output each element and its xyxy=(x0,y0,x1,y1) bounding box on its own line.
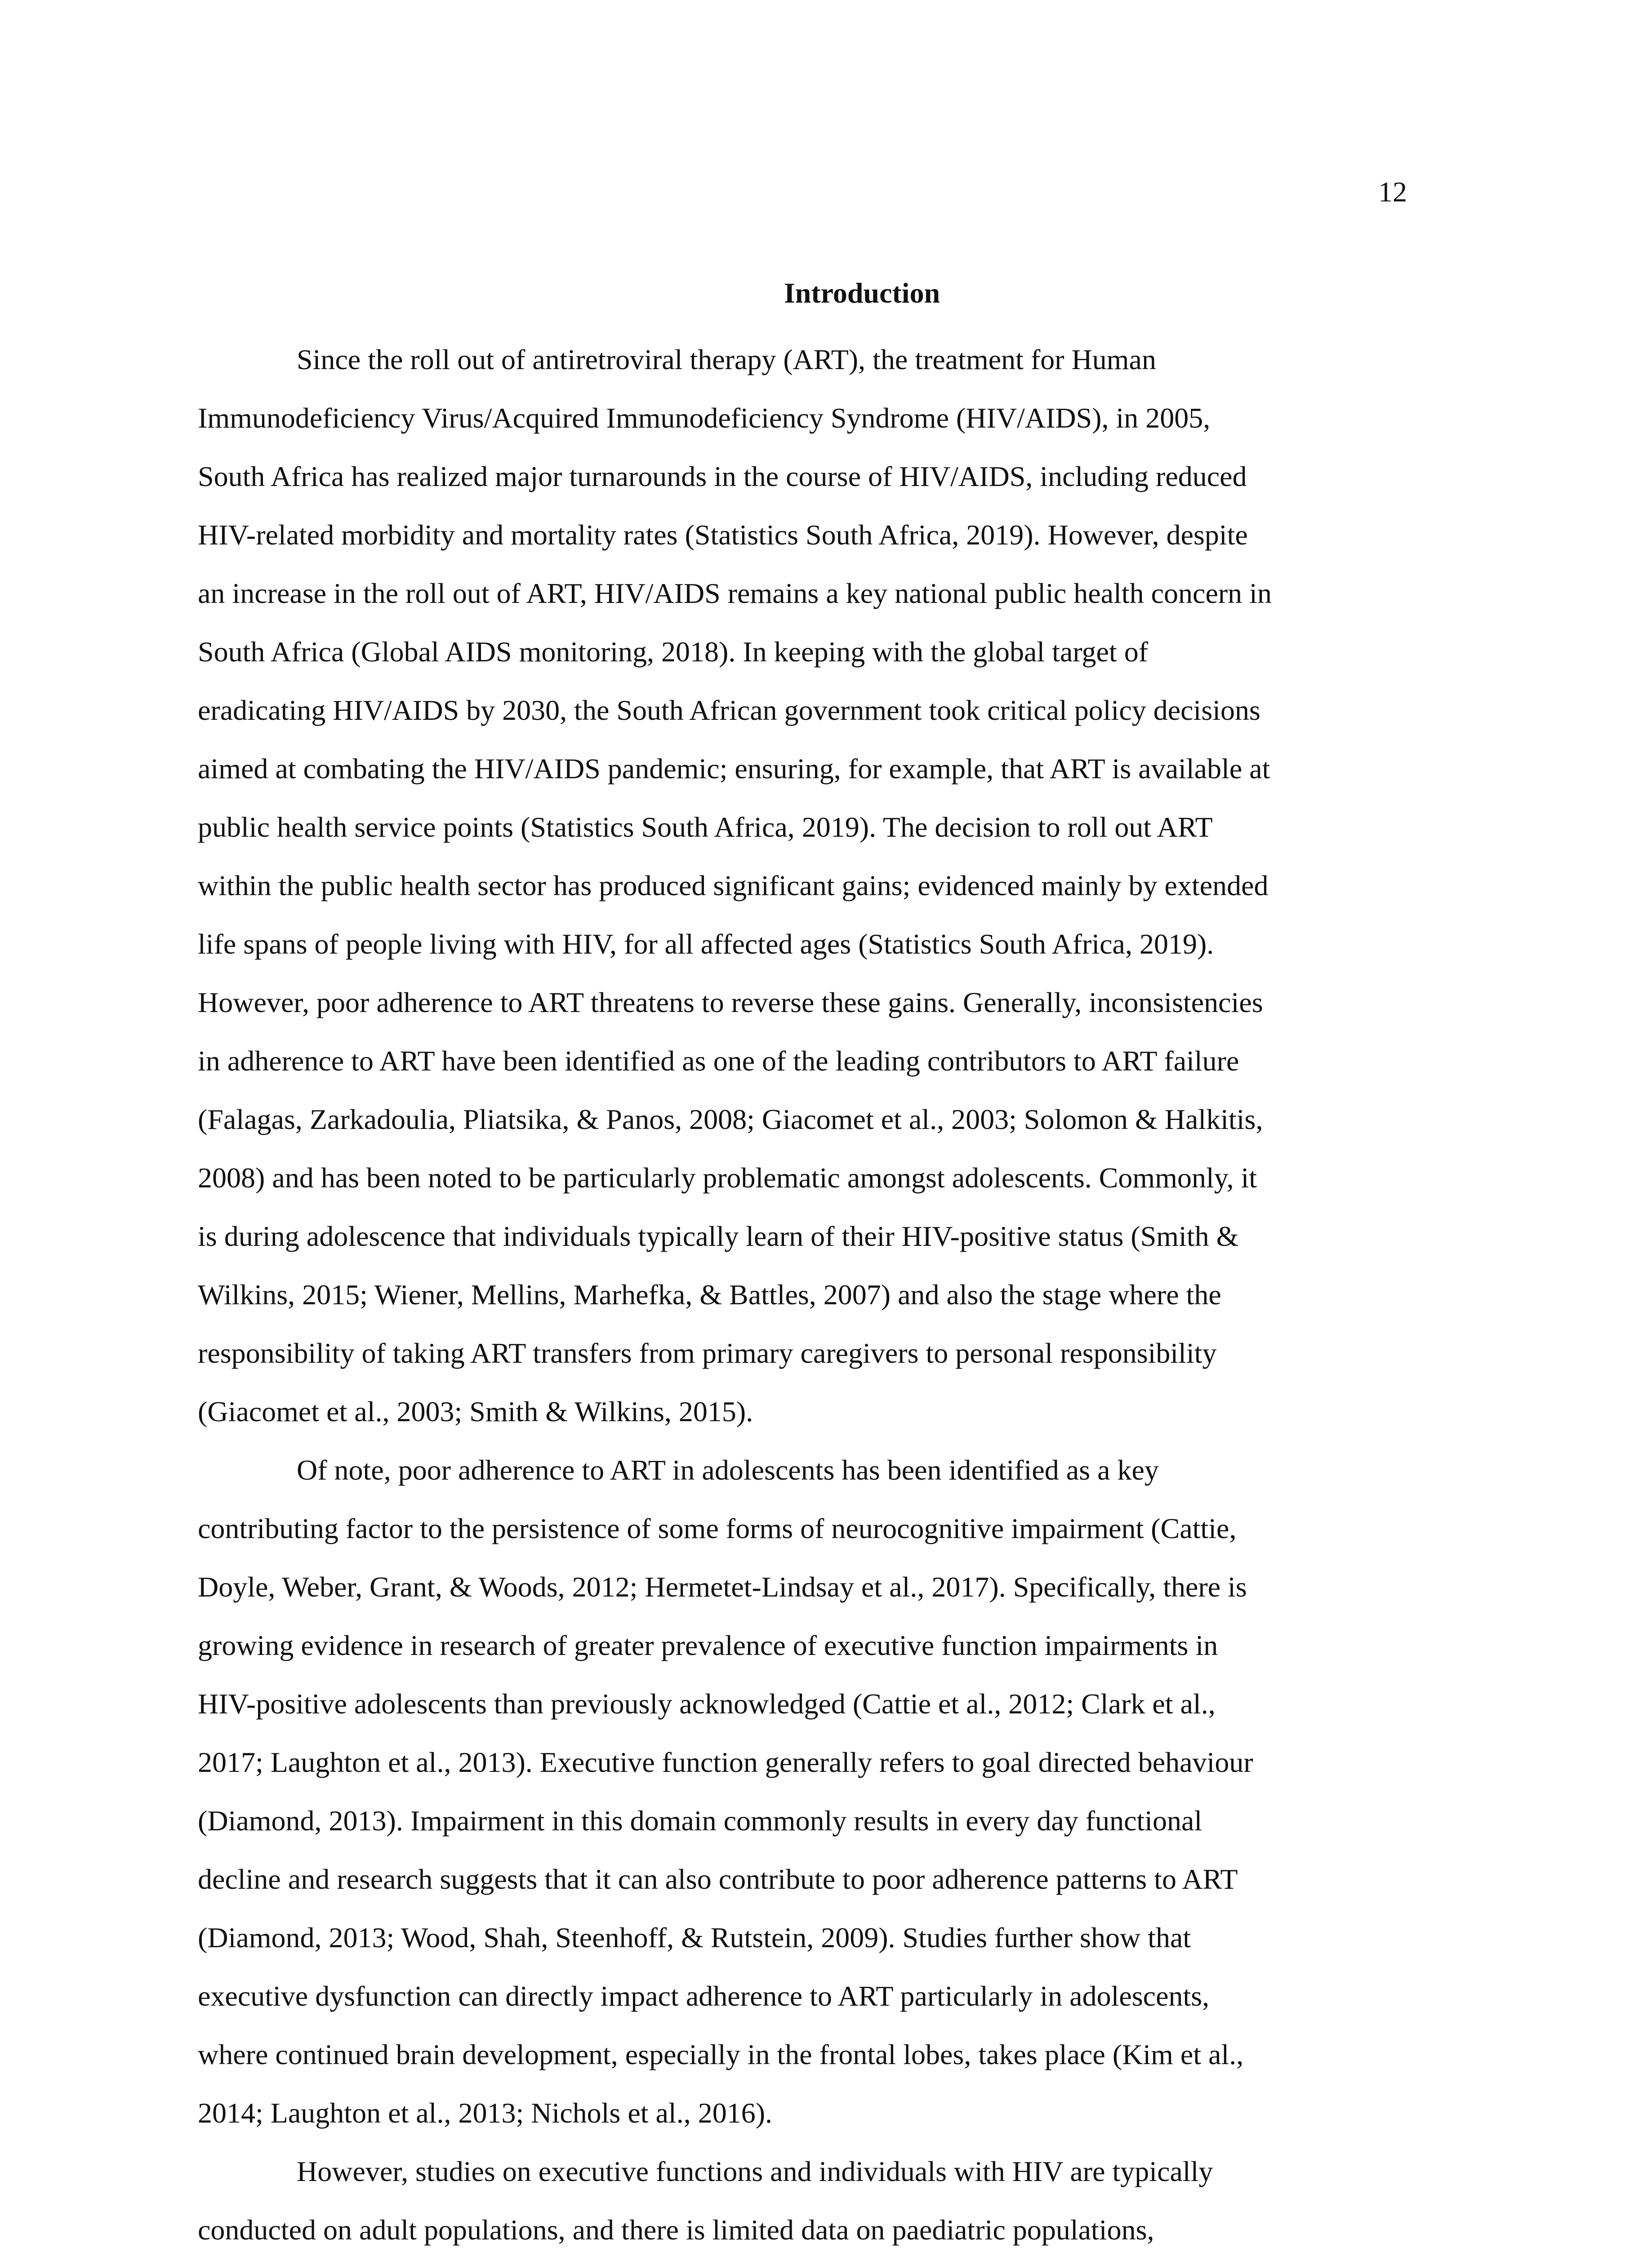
text-line: Wilkins, 2015; Wiener, Mellins, Marhefka, & Battles, 2007) and also the stage where the xyxy=(198,1279,1221,1311)
text-line: (Falagas, Zarkadoulia, Pliatsika, & Panos, 2008; Giacomet et al., 2003; Solomon & Halkitis, xyxy=(198,1103,1263,1135)
text-line: an increase in the roll out of ART, HIV/AIDS remains a key national public health concern in xyxy=(198,577,1272,609)
paragraph xyxy=(198,2142,1456,2248)
text-line: 2014; Laughton et al., 2013; Nichols et al., 2016). xyxy=(198,2097,772,2129)
text-line: aimed at combating the HIV/AIDS pandemic; ensuring, for example, that ART is available at xyxy=(198,753,1270,785)
page-number: 12 xyxy=(1378,176,1407,208)
text-line: growing evidence in research of greater prevalence of executive function impairments in xyxy=(198,1629,1218,1661)
text-line: eradicating HIV/AIDS by 2030, the South African government took critical policy decisions xyxy=(198,694,1260,726)
text-line: Doyle, Weber, Grant, & Woods, 2012; Hermetet-Lindsay et al., 2017). Specifically, there is xyxy=(198,1571,1247,1603)
text-line: (Diamond, 2013; Wood, Shah, Steenhoff, & Rutstein, 2009). Studies further show that xyxy=(198,1922,1191,1954)
text-line: However, studies on executive functions and individuals with HIV are typically xyxy=(297,2155,1213,2187)
text-line: decline and research suggests that it can also contribute to poor adherence patterns to ART xyxy=(198,1863,1238,1895)
text-line: executive dysfunction can directly impact adherence to ART particularly in adolescents, xyxy=(198,1980,1210,2012)
text-line: 2008) and has been noted to be particularly problematic amongst adolescents. Commonly, it xyxy=(198,1162,1257,1194)
text-line: contributing factor to the persistence of some forms of neurocognitive impairment (Cattie, xyxy=(198,1512,1237,1544)
text-line: life spans of people living with HIV, for all affected ages (Statistics South Africa, 2019). xyxy=(198,928,1214,960)
text-line: public health service points (Statistics South Africa, 2019). The decision to roll out ART xyxy=(198,811,1213,843)
text-line: (Giacomet et al., 2003; Smith & Wilkins, 2015). xyxy=(198,1396,753,1427)
text-line: 2017; Laughton et al., 2013). Executive function generally refers to goal directed behaviour xyxy=(198,1746,1253,1778)
text-line: Of note, poor adherence to ART in adolescents has been identified as a key xyxy=(297,1454,1159,1486)
text-line: South Africa (Global AIDS monitoring, 2018). In keeping with the global target of xyxy=(198,636,1149,668)
text-line: is during adolescence that individuals typically learn of their HIV-positive status (Smith & xyxy=(198,1220,1239,1252)
paragraph xyxy=(198,330,1456,1441)
text-line: (Diamond, 2013). Impairment in this domain commonly results in every day functional xyxy=(198,1805,1202,1837)
text-line: South Africa has realized major turnarounds in the course of HIV/AIDS, including reduced xyxy=(198,460,1247,492)
body-text xyxy=(198,330,1456,2248)
text-line: within the public health sector has produced significant gains; evidenced mainly by extended xyxy=(198,870,1269,901)
text-line: However, poor adherence to ART threatens to reverse these gains. Generally, inconsistencies xyxy=(198,986,1263,1018)
text-line: responsibility of taking ART transfers from primary caregivers to personal responsibility xyxy=(198,1337,1217,1369)
text-line: in adherence to ART have been identified as one of the leading contributors to ART failure xyxy=(198,1045,1239,1077)
text-line: Immunodeficiency Virus/Acquired Immunodeficiency Syndrome (HIV/AIDS), in 2005, xyxy=(198,402,1211,434)
paragraph xyxy=(198,1441,1456,2142)
text-line: where continued brain development, especially in the frontal lobes, takes place (Kim et al., xyxy=(198,2038,1244,2070)
text-line: HIV-positive adolescents than previously acknowledged (Cattie et al., 2012; Clark et al., xyxy=(198,1688,1216,1720)
text-line: conducted on adult populations, and there is limited data on paediatric populations, xyxy=(198,2214,1154,2246)
section-heading: Introduction xyxy=(784,277,940,309)
text-line: HIV-related morbidity and mortality rates (Statistics South Africa, 2019). However, despite xyxy=(198,519,1248,551)
text-line: Since the roll out of antiretroviral therapy (ART), the treatment for Human xyxy=(297,343,1156,375)
